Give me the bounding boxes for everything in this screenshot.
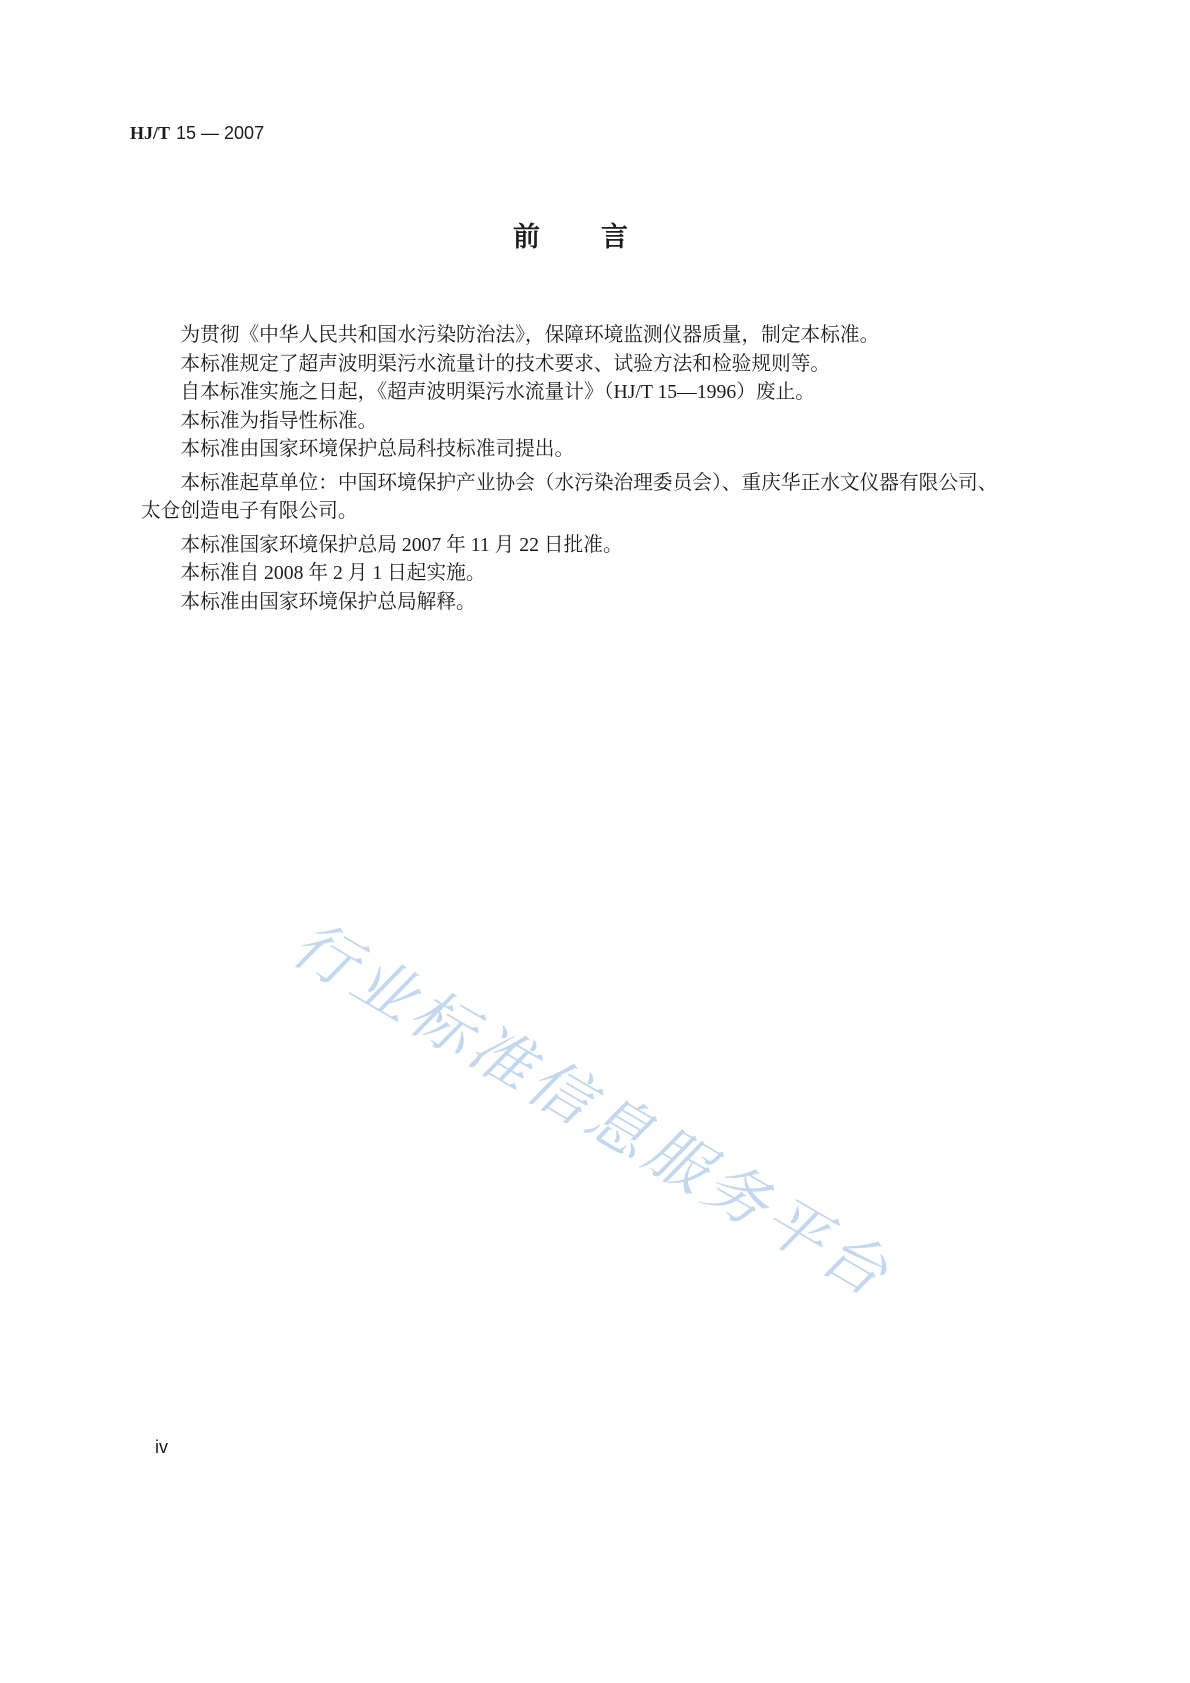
paragraph-line: 太仓创造电子有限公司。 <box>141 500 358 522</box>
paragraph-line: 本标准为指导性标准。 <box>180 409 378 432</box>
paragraph-purpose <box>141 321 1041 350</box>
standard-code-prefix: HJ/T <box>130 123 171 143</box>
paragraph-line: 自本标准实施之日起，《超声波明渠污水流量计》（HJ/T 15—1996）废止。 <box>180 381 815 403</box>
paragraph-line: 本标准起草单位：中国环境保护产业协会（水污染治理委员会）、重庆华正水文仪器有限公司、 <box>180 471 998 494</box>
paragraph-replacement <box>141 378 1041 407</box>
standard-code-number: 15 — 2007 <box>176 123 265 143</box>
preface-body <box>141 321 1041 616</box>
paragraph-effective-date <box>141 559 1041 588</box>
paragraph-line: 本标准国家环境保护总局 2007 年 11 月 22 日批准。 <box>180 533 623 556</box>
paragraph-line: 为贯彻《中华人民共和国水污染防治法》，保障环境监测仪器质量，制定本标准。 <box>180 324 880 346</box>
paragraph-drafting-units <box>141 469 1041 526</box>
preface-title: 前言 <box>513 222 689 253</box>
document-header <box>130 123 264 143</box>
paragraph-interpretation <box>141 588 1041 617</box>
paragraph-scope <box>141 350 1041 379</box>
paragraph-proposer <box>141 435 1041 464</box>
paragraph-line: 本标准由国家环境保护总局解释。 <box>180 590 476 613</box>
watermark: 行业标准信息服务平台 <box>280 906 905 1313</box>
paragraph-approval <box>141 531 1041 560</box>
page-number: iv <box>155 1437 168 1457</box>
paragraph-line: 本标准规定了超声波明渠污水流量计的技术要求、试验方法和检验规则等。 <box>180 352 831 375</box>
paragraph-line: 本标准由国家环境保护总局科技标准司提出。 <box>180 438 575 460</box>
paragraph-nature <box>141 407 1041 436</box>
paragraph-line: 本标准自 2008 年 2 月 1 日起实施。 <box>180 562 486 584</box>
